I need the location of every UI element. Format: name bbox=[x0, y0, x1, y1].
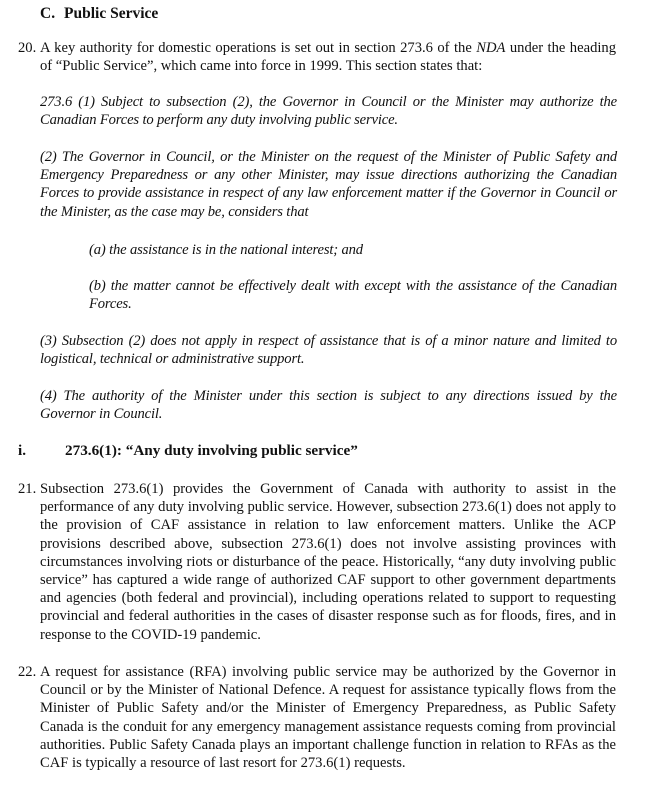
paragraph-number: 20. bbox=[18, 40, 37, 56]
statute-subsection-4: (4) The authority of the Minister under this section is subject to any directions issued by the Governor in Council. bbox=[40, 388, 617, 423]
section-letter: C. bbox=[40, 5, 56, 22]
paragraph-text-end: under the heading of “Public Service”, which came into force in 1999. This section states that: bbox=[40, 40, 617, 75]
statute-subsection-2: (2) The Governor in Council, or the Minister on the request of the Minister of Public Safety and Emergency Preparedness or any other Minister, may issue directions authorizing the Canadian Forces to provide assistance in respect of any law enforcement matter if the Governor in Council or the Minister, as the case may be, considers that bbox=[40, 149, 617, 220]
paragraph-text-start: A key authority for domestic operations is set out in section 273.6 of the bbox=[40, 40, 477, 56]
subsection-title: 273.6(1): “Any duty involving public service” bbox=[65, 442, 358, 459]
statute-paragraph-a: (a) the assistance is in the national interest; and bbox=[89, 242, 363, 258]
section-heading bbox=[40, 5, 158, 23]
paragraph-20 bbox=[18, 39, 617, 75]
subsection-heading bbox=[18, 442, 358, 460]
paragraph-number: 22. bbox=[18, 664, 37, 680]
nda-abbreviation: NDA bbox=[476, 40, 506, 56]
statute-paragraph-b: (b) the matter cannot be effectively dealt with except with the assistance of the Canadian Forces. bbox=[89, 278, 617, 313]
paragraph-text: A request for assistance (RFA) involving public service may be authorized by the Governor in Council or by the Minister of National Defence. A request for assistance typically flows from the Minister of Public Safety and/or the Minister of Emergency Preparedness, as Public Safety Canada is the conduit for any emergency management assistance requests coming from provincial authorities. Public Safety Canada plays an important challenge function in relation to RFAs as the CAF is typically a resource of last resort for 273.6(1) requests. bbox=[40, 664, 616, 772]
paragraph-22 bbox=[18, 663, 616, 772]
paragraph-text: Subsection 273.6(1) provides the Government of Canada with authority to assist in the performance of any duty involving public service. However, subsection 273.6(1) does not apply to the provision of CAF assistance in relation to law enforcement matters. Unlike the ACP provisions described above, subsection 273.6(1) does not involve assisting provinces with circumstances involving riots or disturbance of the peace. Historically, “any duty involving public service” has captured a wide range of authorized CAF support to other government departments and agencies (both federal and provincial), including operations related to support to requesting provincial and federal authorities in the cases of disaster response such as for floods, fires, and in response to the COVID-19 pandemic. bbox=[40, 481, 616, 643]
section-title: Public Service bbox=[64, 5, 159, 22]
subsection-numeral: i. bbox=[18, 442, 27, 459]
statute-subsection-1: 273.6 (1) Subject to subsection (2), the Governor in Council or the Minister may authorize the Canadian Forces to perform any duty involving public service. bbox=[40, 94, 617, 129]
paragraph-21 bbox=[18, 480, 616, 644]
paragraph-number: 21. bbox=[18, 481, 37, 497]
statute-subsection-3: (3) Subsection (2) does not apply in respect of assistance that is of a minor nature and limited to logistical, technical or administrative support. bbox=[40, 333, 617, 368]
